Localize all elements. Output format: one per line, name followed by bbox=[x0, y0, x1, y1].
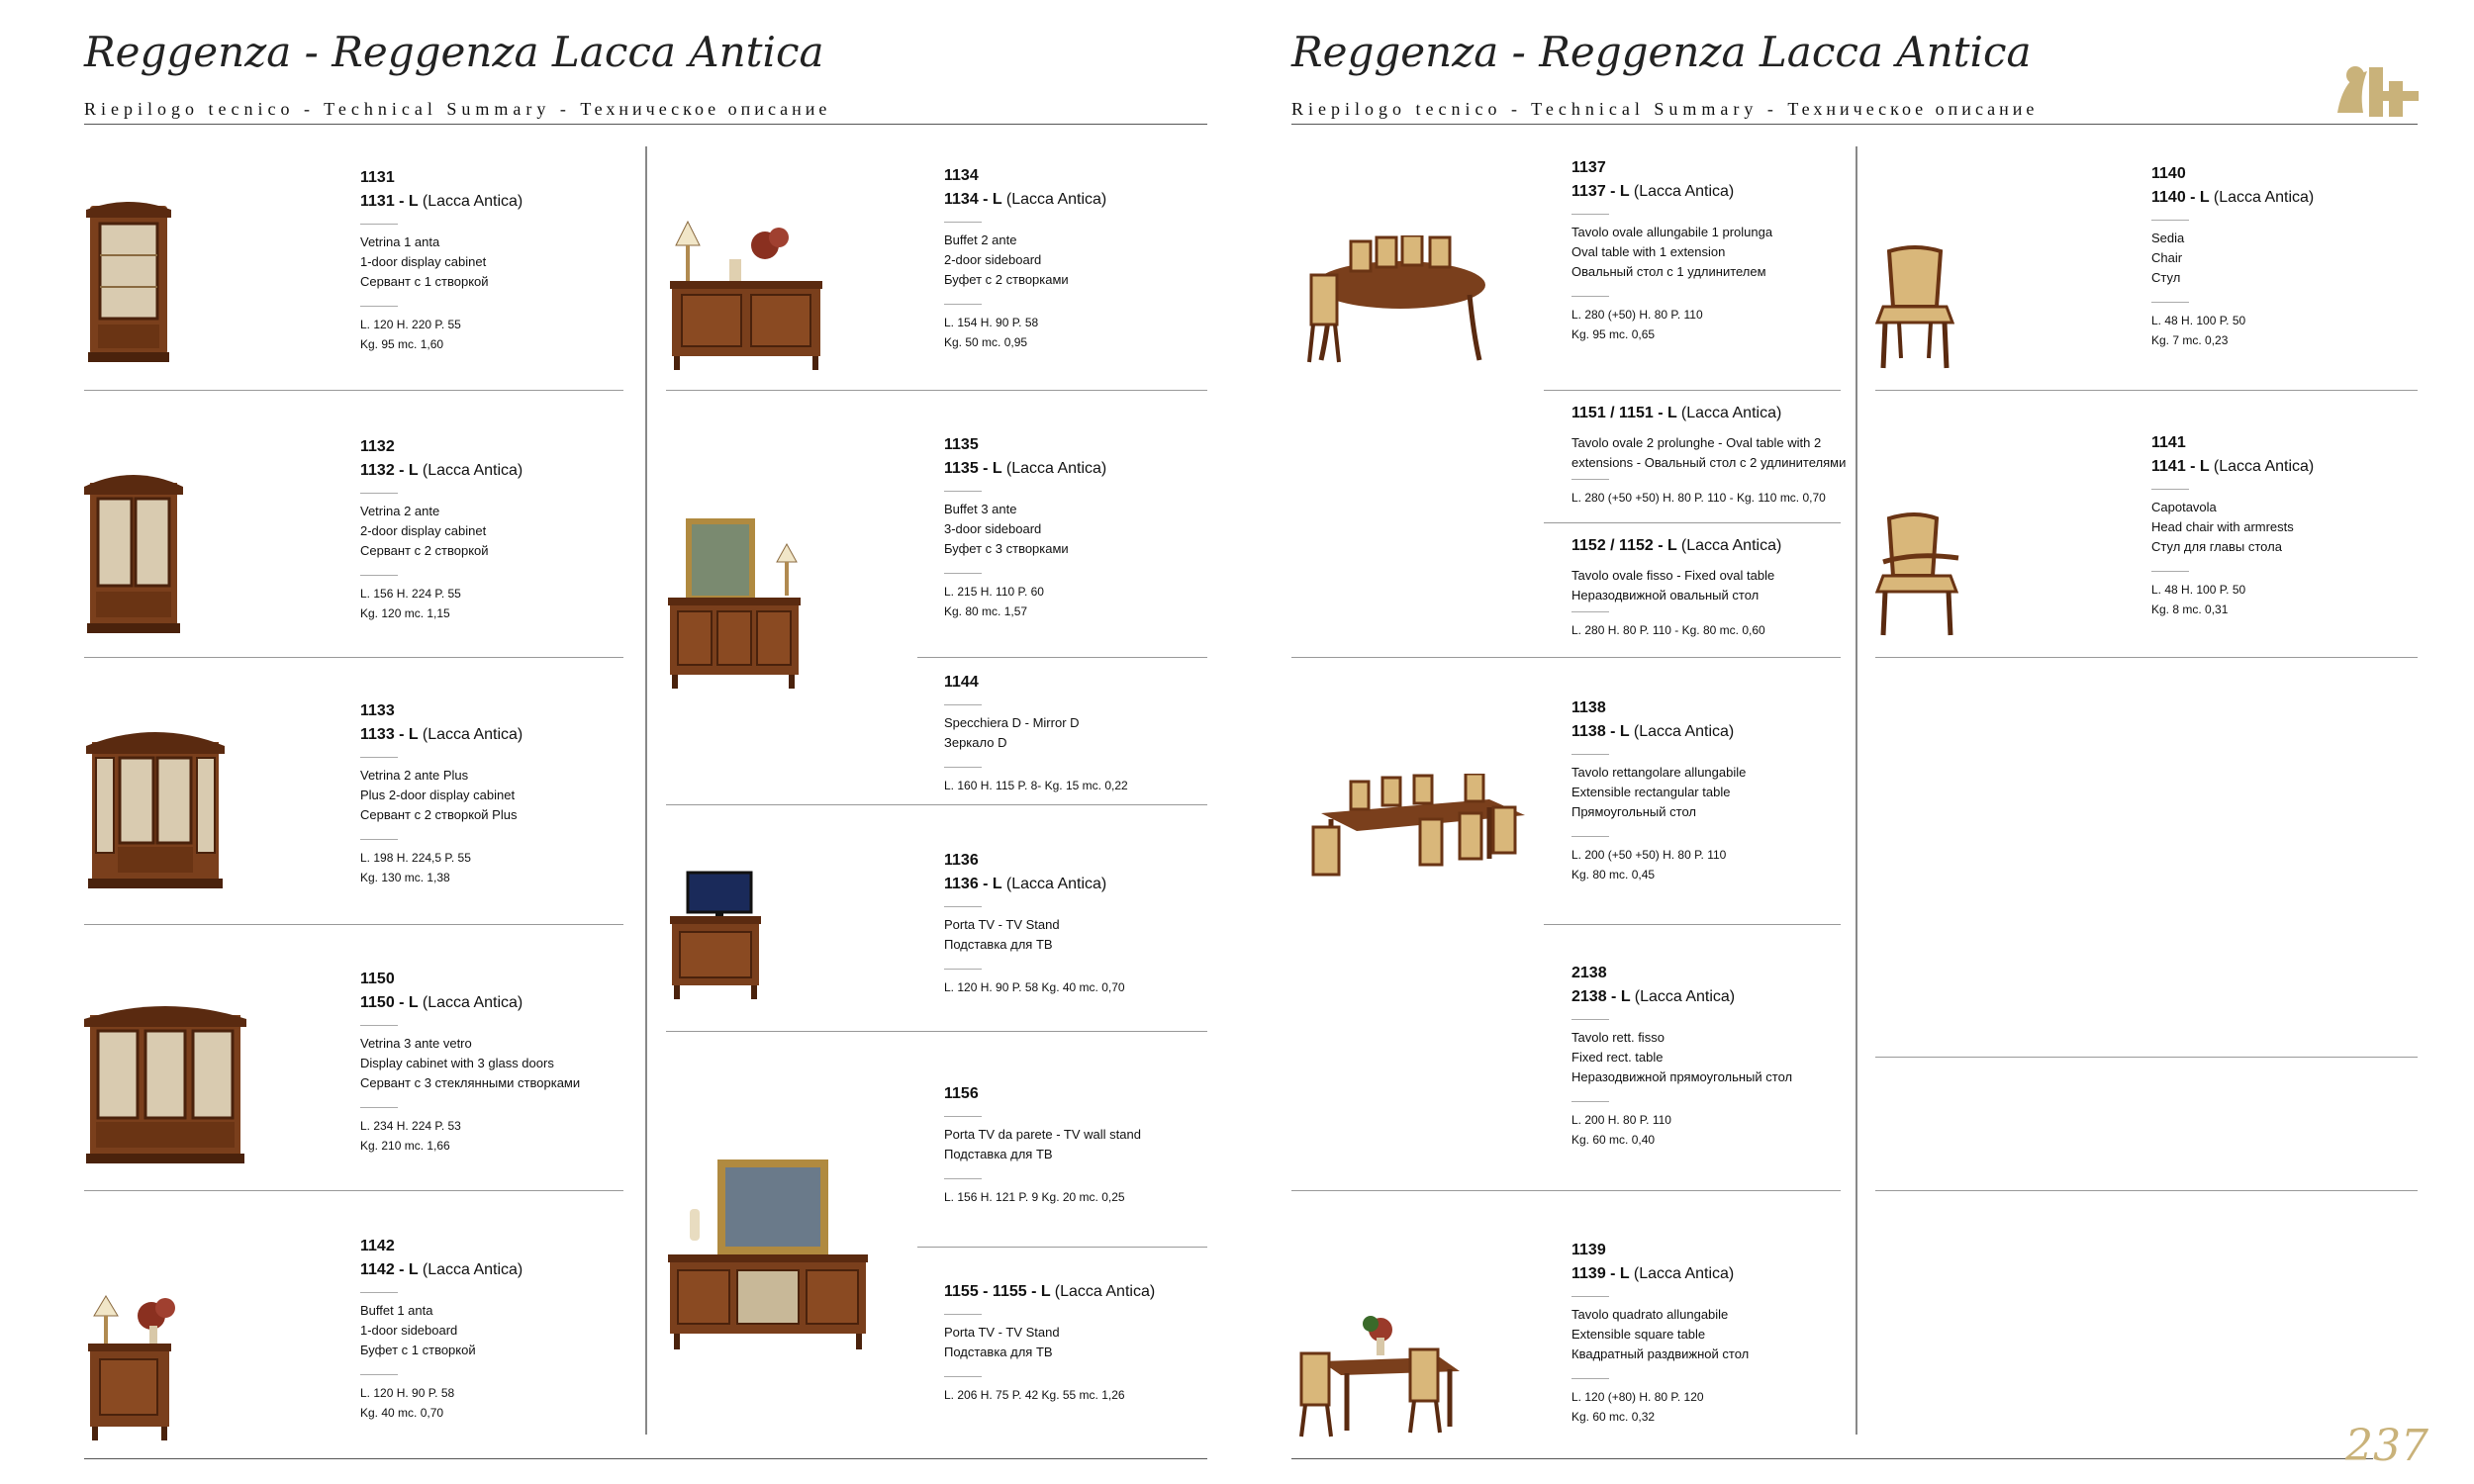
right-page bbox=[1237, 0, 2474, 1484]
row-separator bbox=[666, 804, 1207, 805]
product-dimensions: L. 280 H. 80 P. 110 - Kg. 80 mc. 0,60 bbox=[1571, 623, 1765, 637]
product-code: 1155 - 1155 - L (Lacca Antica) bbox=[944, 1283, 1156, 1300]
subtitle-ru: Техническое описание bbox=[580, 99, 831, 119]
rectangular-table-with-chairs-image bbox=[1291, 774, 1529, 902]
tv-stand-image bbox=[666, 871, 765, 1004]
product-variant: 1134 - L (Lacca Antica) bbox=[944, 191, 1107, 208]
row-separator bbox=[917, 1247, 1207, 1248]
product-description: Specchiera D - Mirror D Зеркало D bbox=[944, 715, 1080, 750]
display-cabinet-2-door-plus-image bbox=[84, 724, 228, 892]
subtitle-it-en: Riepilogo tecnico - Technical Summary - bbox=[84, 99, 581, 119]
sideboard-3-door-with-mirror-image bbox=[666, 514, 809, 693]
product-description: Tavolo rettangolare allungabile Extensible rectangular table Прямоугольный стол bbox=[1571, 765, 1747, 819]
product-dimensions: L. 200 (+50 +50) H. 80 P. 110 Kg. 80 mc. 0,45 bbox=[1571, 848, 1727, 881]
product-dimensions: L. 154 H. 90 P. 58 Kg. 50 mc. 0,95 bbox=[944, 316, 1039, 349]
product-code: 1151 / 1151 - L (Lacca Antica) bbox=[1571, 405, 1782, 421]
header-rule bbox=[1291, 124, 2418, 125]
product-variant: 1140 - L (Lacca Antica) bbox=[2151, 189, 2315, 206]
product-dimensions: L. 200 H. 80 P. 110 Kg. 60 mc. 0,40 bbox=[1571, 1113, 1671, 1147]
row-separator bbox=[666, 1031, 1207, 1032]
product-1131 bbox=[360, 166, 523, 354]
chair-image bbox=[1875, 245, 1954, 374]
product-code: 1142 bbox=[360, 1238, 395, 1254]
product-1138 bbox=[1571, 696, 1746, 884]
product-description: Porta TV - TV Stand Подставка для ТВ bbox=[944, 917, 1060, 952]
product-variant: 1138 - L (Lacca Antica) bbox=[1571, 723, 1735, 740]
column-divider bbox=[1856, 146, 1857, 1435]
product-description: Vetrina 2 ante Plus Plus 2-door display cabinet Сервант с 2 створкой Plus bbox=[360, 768, 518, 822]
product-description: Buffet 1 anta 1-door sideboard Буфет с 1 створкой bbox=[360, 1303, 476, 1357]
product-dimensions: L. 120 H. 220 P. 55 Kg. 95 mc. 1,60 bbox=[360, 318, 461, 351]
sideboard-2-door-image bbox=[666, 216, 839, 374]
product-description: Sedia Chair Стул bbox=[2151, 231, 2185, 285]
tv-wall-stand-image bbox=[666, 1156, 874, 1368]
product-1144 bbox=[944, 671, 1128, 795]
product-code: 1136 bbox=[944, 852, 979, 869]
product-1141 bbox=[2151, 431, 2314, 619]
product-code: 1141 bbox=[2151, 434, 2186, 451]
product-code: 1132 bbox=[360, 438, 395, 455]
row-separator bbox=[666, 390, 1207, 391]
product-code: 1139 bbox=[1571, 1242, 1606, 1258]
product-description: Tavolo ovale allungabile 1 prolunga Oval table with 1 extension Овальный стол с 1 удлинителем bbox=[1571, 225, 1773, 279]
product-code: 1140 bbox=[2151, 165, 2186, 182]
product-code: 1135 bbox=[944, 436, 979, 453]
product-dimensions: L. 120 H. 90 P. 58 Kg. 40 mc. 0,70 bbox=[360, 1386, 455, 1420]
product-1155 bbox=[944, 1280, 1155, 1405]
product-1133 bbox=[360, 699, 523, 887]
product-1136 bbox=[944, 849, 1125, 997]
row-separator bbox=[84, 657, 623, 658]
row-separator bbox=[1291, 1190, 1841, 1191]
product-1151 bbox=[1571, 402, 1846, 508]
product-1142 bbox=[360, 1235, 523, 1423]
product-description: Tavolo rett. fisso Fixed rect. table Неразодвижной прямоугольный стол bbox=[1571, 1030, 1793, 1084]
product-variant: 1142 - L (Lacca Antica) bbox=[360, 1261, 523, 1278]
product-description: Vetrina 2 ante 2-door display cabinet Сервант с 2 створкой bbox=[360, 504, 489, 558]
product-dimensions: L. 198 H. 224,5 P. 55 Kg. 130 mc. 1,38 bbox=[360, 851, 471, 884]
lion-logo-icon bbox=[2333, 57, 2423, 119]
row-separator bbox=[917, 657, 1207, 658]
product-variant: 1131 - L (Lacca Antica) bbox=[360, 193, 523, 210]
footer-rule bbox=[84, 1458, 1207, 1459]
product-dimensions: L. 48 H. 100 P. 50 Kg. 8 mc. 0,31 bbox=[2151, 583, 2246, 616]
page-subtitle bbox=[84, 99, 830, 120]
product-1137 bbox=[1571, 156, 1772, 344]
product-1140 bbox=[2151, 162, 2314, 350]
product-description: Porta TV - TV Stand Подставка для ТВ bbox=[944, 1325, 1060, 1359]
row-separator bbox=[1875, 1190, 2418, 1191]
product-description: Buffet 2 ante 2-door sideboard Буфет с 2 створками bbox=[944, 232, 1069, 287]
product-2138 bbox=[1571, 962, 1792, 1150]
header-rule bbox=[84, 124, 1207, 125]
oval-table-with-chairs-image bbox=[1291, 235, 1489, 369]
product-dimensions: L. 120 (+80) H. 80 P. 120 Kg. 60 mc. 0,32 bbox=[1571, 1390, 1704, 1424]
row-separator bbox=[1544, 522, 1841, 523]
product-code: 1156 bbox=[944, 1085, 979, 1102]
product-description: Vetrina 3 ante vetro Display cabinet with 3 glass doors Сервант с 3 стеклянными створками bbox=[360, 1036, 581, 1090]
product-code: 1138 bbox=[1571, 699, 1606, 716]
product-dimensions: L. 280 (+50) H. 80 P. 110 Kg. 95 mc. 0,65 bbox=[1571, 308, 1703, 341]
product-code: 1134 bbox=[944, 167, 979, 184]
product-variant: 1135 - L (Lacca Antica) bbox=[944, 460, 1107, 477]
product-dimensions: L. 120 H. 90 P. 58 Kg. 40 mc. 0,70 bbox=[944, 980, 1125, 994]
product-1132 bbox=[360, 435, 523, 623]
product-code: 1137 bbox=[1571, 159, 1606, 176]
product-variant: 1136 - L (Lacca Antica) bbox=[944, 876, 1107, 892]
display-cabinet-2-door-image bbox=[84, 469, 183, 637]
product-variant: 1139 - L (Lacca Antica) bbox=[1571, 1265, 1735, 1282]
row-separator bbox=[1875, 1057, 2418, 1058]
product-description: Tavolo ovale 2 prolunghe - Oval table with 2 extensions - Овальный стол с 2 удлинителями bbox=[1571, 435, 1847, 470]
product-description: Tavolo ovale fisso - Fixed oval table Неразодвижной овальный стол bbox=[1571, 568, 1775, 603]
product-description: Porta TV da parete - TV wall stand Подставка для ТВ bbox=[944, 1127, 1141, 1161]
product-code: 1144 bbox=[944, 674, 979, 691]
display-cabinet-3-door-image bbox=[84, 999, 247, 1167]
product-code: 1133 bbox=[360, 702, 395, 719]
page-subtitle: Riepilogo tecnico - Technical Summary - Техническое описание bbox=[1291, 99, 2039, 119]
footer-rule bbox=[1291, 1458, 2373, 1459]
row-separator bbox=[84, 390, 623, 391]
product-1152 bbox=[1571, 534, 1781, 640]
product-1150 bbox=[360, 968, 580, 1156]
product-code: 1150 bbox=[360, 971, 395, 987]
product-variant: 2138 - L (Lacca Antica) bbox=[1571, 988, 1736, 1005]
product-variant: 1141 - L (Lacca Antica) bbox=[2151, 458, 2315, 475]
product-1135 bbox=[944, 433, 1106, 621]
page-number: 237 bbox=[2345, 1421, 2428, 1471]
product-code: 2138 bbox=[1571, 965, 1607, 981]
product-variant: 1137 - L (Lacca Antica) bbox=[1571, 183, 1735, 200]
sideboard-1-door-image bbox=[84, 1286, 188, 1444]
product-dimensions: L. 215 H. 110 P. 60 Kg. 80 mc. 1,57 bbox=[944, 585, 1044, 618]
product-variant: 1132 - L (Lacca Antica) bbox=[360, 462, 523, 479]
product-1139 bbox=[1571, 1239, 1749, 1427]
product-description: Vetrina 1 anta 1-door display cabinet Сервант с 1 створкой bbox=[360, 234, 489, 289]
product-variant: 1150 - L (Lacca Antica) bbox=[360, 994, 523, 1011]
square-table-with-chairs-image bbox=[1291, 1314, 1470, 1442]
product-dimensions: L. 234 H. 224 P. 53 Kg. 210 mc. 1,66 bbox=[360, 1119, 461, 1153]
row-separator bbox=[1875, 657, 2418, 658]
product-description: Tavolo quadrato allungabile Extensible square table Квадратный раздвижной стол bbox=[1571, 1307, 1750, 1361]
page-title: Reggenza - Reggenza Lacca Antica bbox=[84, 28, 824, 76]
product-description: Capotavola Head chair with armrests Стул для главы стола bbox=[2151, 500, 2294, 554]
head-chair-with-armrests-image bbox=[1875, 512, 1964, 641]
page-title: Reggenza - Reggenza Lacca Antica bbox=[1291, 28, 2032, 76]
product-variant: 1133 - L (Lacca Antica) bbox=[360, 726, 523, 743]
product-dimensions: L. 156 H. 121 P. 9 Kg. 20 mc. 0,25 bbox=[944, 1190, 1125, 1204]
row-separator bbox=[1544, 924, 1841, 925]
row-separator bbox=[84, 1190, 623, 1191]
column-divider bbox=[645, 146, 647, 1435]
row-separator bbox=[1291, 657, 1841, 658]
product-code: 1152 / 1152 - L (Lacca Antica) bbox=[1571, 537, 1782, 554]
row-separator bbox=[1544, 390, 1841, 391]
product-dimensions: L. 206 H. 75 P. 42 Kg. 55 mc. 1,26 bbox=[944, 1388, 1125, 1402]
product-description: Buffet 3 ante 3-door sideboard Буфет с 3 створками bbox=[944, 502, 1069, 556]
product-1134 bbox=[944, 164, 1106, 352]
display-cabinet-1-door-image bbox=[84, 198, 173, 366]
product-1156 bbox=[944, 1082, 1141, 1207]
product-code: 1131 bbox=[360, 169, 395, 186]
row-separator bbox=[84, 924, 623, 925]
product-dimensions: L. 156 H. 224 P. 55 Kg. 120 mc. 1,15 bbox=[360, 587, 461, 620]
row-separator bbox=[1875, 390, 2418, 391]
product-dimensions: L. 160 H. 115 P. 8- Kg. 15 mc. 0,22 bbox=[944, 779, 1128, 792]
product-dimensions: L. 280 (+50 +50) H. 80 P. 110 - Kg. 110 mc. 0,70 bbox=[1571, 491, 1826, 505]
product-dimensions: L. 48 H. 100 P. 50 Kg. 7 mc. 0,23 bbox=[2151, 314, 2246, 347]
